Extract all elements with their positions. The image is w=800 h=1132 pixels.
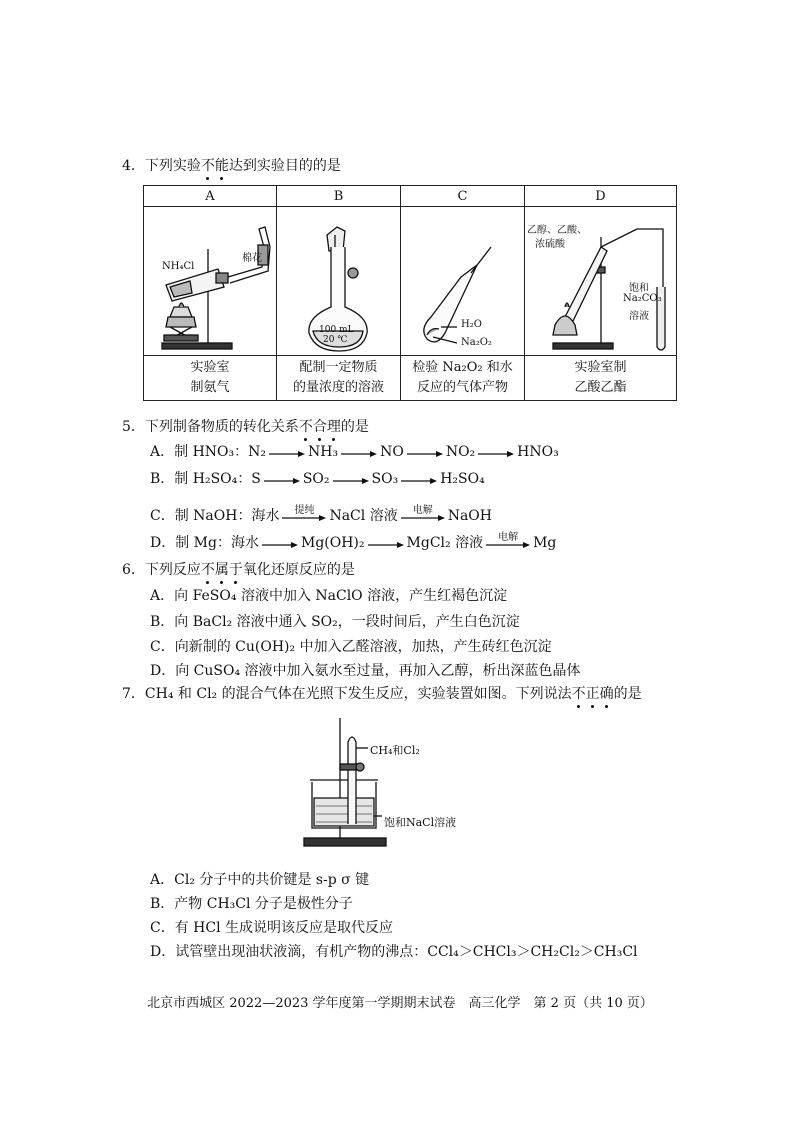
emphasis-char: 理 (326, 419, 341, 435)
option-letter: C． (150, 508, 175, 524)
q7-option-a: A．Cl₂ 分子中的共价键是 s-p σ 键 (150, 872, 370, 888)
chain-species: NO₂ (445, 444, 476, 460)
chain-species: N₂ (248, 444, 266, 460)
emphasis-char: 不 (571, 686, 586, 702)
figure-d (525, 207, 677, 356)
option-letter: B． (150, 471, 175, 487)
reaction-arrow (340, 442, 378, 462)
label-solution: 溶液 (629, 311, 649, 322)
caption-c: 检验 Na₂O₂ 和水 反应的气体产物 (401, 356, 525, 401)
reaction-arrow (268, 442, 306, 462)
label-conc-h2so4: 浓硫酸 (535, 239, 565, 250)
label-cotton: 棉花 (242, 253, 262, 264)
emphasis-char: 正 (585, 686, 600, 702)
label-nh4cl: NH₄Cl (162, 261, 195, 272)
label-na2o2: Na₂O₂ (461, 337, 492, 348)
reaction-arrow (406, 442, 444, 462)
option-label: 制 Mg： (175, 535, 231, 551)
methane-chlorine-apparatus-diagram (300, 712, 480, 852)
figure-b (277, 207, 401, 356)
label-h2o: H₂O (461, 319, 482, 330)
chain-species: SO₃ (371, 471, 399, 487)
label-na2co3: Na₂CO₃ (623, 293, 662, 304)
reaction-arrow (477, 442, 515, 462)
q7-apparatus-figure (300, 712, 480, 852)
q5-option (150, 533, 556, 553)
label-100ml: 100 mL (319, 325, 354, 335)
q4-stem: 4．下列实验不能达到实验目的的是 (122, 158, 341, 174)
chain-species: NaCl 溶液 (329, 508, 398, 524)
chain-species: HNO₃ (517, 444, 559, 460)
q5-stem: 5．下列制备物质的转化关系不合理的是 (122, 419, 369, 435)
arrow-condition: 电解 (498, 532, 519, 543)
chain-species: S (251, 471, 261, 487)
chain-species: Mg(OH)₂ (300, 535, 365, 551)
header-d: D (525, 186, 677, 207)
chain-species: Mg (533, 535, 557, 551)
q7-option-b: B．产物 CH₃Cl 分子是极性分子 (150, 896, 353, 912)
ammonia-apparatus-diagram (144, 207, 277, 355)
page-footer: 北京市西城区 2022—2023 学年度第一学期期末试卷 高三化学 第 2 页（共 10 页） (147, 996, 653, 1011)
q6-option-c: C．向新制的 Cu(OH)₂ 中加入乙醛溶液，加热，产生砖红色沉淀 (150, 639, 552, 655)
emphasis-char: 确 (599, 686, 614, 702)
q6-stem: 6．下列反应不属于氧化还原反应的是 (122, 562, 355, 578)
reaction-arrow (281, 506, 327, 526)
reaction-arrow (367, 533, 405, 553)
chain-species: H₂SO₄ (440, 471, 485, 487)
reaction-arrow (261, 533, 299, 553)
chain-species: NaOH (447, 508, 492, 524)
emphasis-char: 属 (214, 562, 229, 578)
emphasis-char: 于 (228, 562, 243, 578)
label-saturated: 饱和 (629, 283, 649, 294)
caption-d: 实验室制 乙酸乙酯 (525, 356, 677, 401)
label-20c: 20 ℃ (323, 335, 348, 345)
test-tube-diagram (401, 207, 525, 355)
chain-species: NO (380, 444, 404, 460)
chain-species: MgCl₂ 溶液 (406, 535, 484, 551)
arrow-condition: 提纯 (294, 505, 315, 516)
q5-option (150, 469, 485, 489)
label-reagents: 乙醇、乙酸、 (527, 225, 587, 236)
label-ch4-cl2: CH₄和Cl₂ (370, 744, 420, 757)
q6-option-b: B．向 BaCl₂ 溶液中通入 SO₂，一段时间后，产生白色沉淀 (150, 614, 520, 630)
emphasis-char: 不 (200, 158, 215, 174)
q7-option-c: C．有 HCl 生成说明该反应是取代反应 (150, 920, 394, 936)
reaction-arrow (400, 506, 446, 526)
chain-species: NH₃ (308, 444, 339, 460)
reaction-arrow (263, 469, 301, 489)
chain-species: 海水 (251, 508, 280, 524)
emphasis-char: 能 (214, 158, 229, 174)
header-c: C (401, 186, 525, 207)
q5-option (150, 506, 492, 526)
caption-a: 实验室 制氨气 (144, 356, 277, 401)
q6-option-d: D．向 CuSO₄ 溶液中加入氨水至过量，再加入乙醇，析出深蓝色晶体 (150, 663, 581, 679)
q5-option (150, 442, 559, 462)
reaction-arrow (400, 469, 438, 489)
caption-b: 配制一定物质 的量浓度的溶液 (277, 356, 401, 401)
chain-species: SO₂ (302, 471, 330, 487)
option-letter: A． (150, 444, 175, 460)
option-letter: D． (150, 535, 176, 551)
reaction-arrow (485, 533, 531, 553)
label-nacl-solution: 饱和NaCl溶液 (384, 816, 457, 829)
header-a: A (144, 186, 277, 207)
q4-experiment-table (143, 185, 677, 401)
emphasis-char: 不 (298, 419, 313, 435)
q7-stem: 7．CH₄ 和 Cl₂ 的混合气体在光照下发生反应，实验装置如图。下列说法不正确的是 (122, 686, 642, 702)
option-label: 制 HNO₃： (174, 444, 249, 460)
arrow-condition: 电解 (412, 505, 433, 516)
figure-c (401, 207, 525, 356)
q7-option-d: D．试管壁出现油状液滴，有机产物的沸点：CCl₄＞CHCl₃＞CH₂Cl₂＞CH₃Cl (150, 944, 638, 960)
emphasis-char: 不 (200, 562, 215, 578)
figure-a (144, 207, 277, 356)
option-label: 制 H₂SO₄： (174, 471, 252, 487)
chain-species: 海水 (230, 535, 259, 551)
reaction-arrow (332, 469, 370, 489)
emphasis-char: 合 (312, 419, 327, 435)
option-label: 制 NaOH： (174, 508, 252, 524)
q6-option-a: A．向 FeSO₄ 溶液中加入 NaClO 溶液，产生红褐色沉淀 (150, 588, 508, 604)
header-b: B (277, 186, 401, 207)
